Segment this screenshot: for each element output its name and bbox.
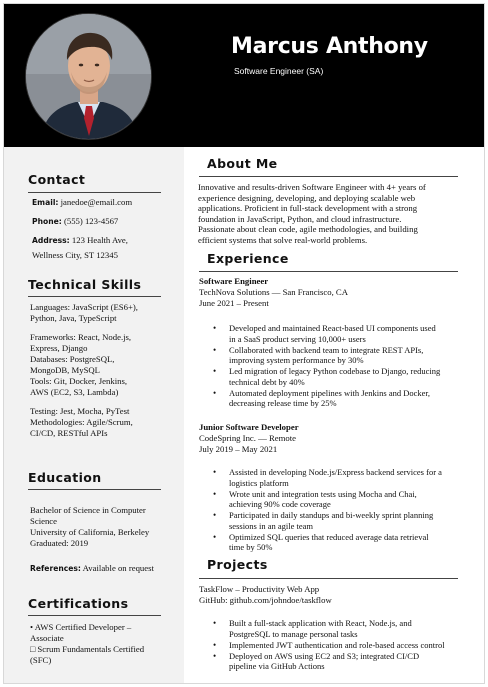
education-line: Bachelor of Science in Computer bbox=[30, 505, 146, 515]
job-bullet: • Automated deployment pipelines with Jenkins and Docker, decreasing release time by 25% bbox=[229, 388, 481, 409]
project-name: TaskFlow – Productivity Web App bbox=[199, 584, 320, 594]
job-role: Junior Software Developer bbox=[199, 422, 299, 432]
job-bullet: • Collaborated with backend team to integrate REST APIs, improving system performance by 30% bbox=[229, 345, 481, 366]
references-value: Available on request bbox=[82, 563, 154, 573]
job-bullet: • Led migration of legacy Python codebase to Django, reducing technical debt by 40% bbox=[229, 366, 481, 387]
certification-line: Associate bbox=[30, 633, 64, 643]
job-dates: June 2021 – Present bbox=[199, 298, 269, 309]
projects-heading: Projects bbox=[207, 557, 268, 572]
references-label: References: bbox=[30, 564, 81, 573]
skills-heading: Technical Skills bbox=[28, 277, 142, 292]
profile-photo bbox=[25, 13, 152, 140]
experience-divider bbox=[199, 271, 458, 272]
about-line: applications. Proficient in full-stack development with a strong bbox=[198, 203, 418, 214]
about-line: foundation in JavaScript, Python, and cloud infrastructure. bbox=[198, 213, 402, 224]
job-dates: July 2019 – May 2021 bbox=[199, 444, 278, 455]
education-divider bbox=[28, 489, 161, 490]
resume-page bbox=[3, 3, 485, 684]
phone-label: Phone: bbox=[32, 217, 62, 226]
experience-heading: Experience bbox=[207, 251, 289, 266]
main-content bbox=[184, 147, 485, 684]
certifications-list bbox=[30, 622, 144, 666]
project-bullet: • Built a full-stack application with React, Node.js, and PostgreSQL to manage personal tasks bbox=[229, 618, 481, 639]
about-heading: About Me bbox=[207, 156, 278, 171]
job-bullet: • Wrote unit and integration tests using Mocha and Chai, achieving 90% code coverage bbox=[229, 489, 481, 510]
education-heading: Education bbox=[28, 470, 102, 485]
certification-line: (SFC) bbox=[30, 655, 52, 665]
contact-address bbox=[32, 233, 128, 262]
education-details bbox=[30, 505, 149, 549]
certifications-divider bbox=[28, 615, 161, 616]
job-bullets bbox=[229, 467, 481, 553]
job-company: TechNova Solutions — San Francisco, CA bbox=[199, 287, 348, 298]
skill-line: Frameworks: React, Node.js, bbox=[30, 332, 132, 342]
certification-line: • AWS Certified Developer – bbox=[30, 622, 132, 632]
skill-line: CI/CD, RESTful APIs bbox=[30, 428, 108, 438]
project-bullet: • Implemented JWT authentication and role-based access control bbox=[229, 640, 481, 651]
job-bullet: • Participated in daily standups and bi-weekly sprint planning sessions in an agile team bbox=[229, 510, 481, 531]
project-github-link[interactable]: GitHub: github.com/johndoe/taskflow bbox=[199, 595, 332, 606]
education-line: Science bbox=[30, 516, 58, 526]
email-value: janedoe@email.com bbox=[60, 197, 133, 207]
contact-phone bbox=[32, 216, 118, 227]
contact-email bbox=[32, 197, 132, 208]
education-line: Graduated: 2019 bbox=[30, 538, 89, 548]
about-line: Passionate about clean code, agile methodologies, and building bbox=[198, 224, 418, 235]
job-header bbox=[199, 422, 299, 456]
job-bullet: • Optimized SQL queries that reduced average data retrieval time by 50% bbox=[229, 532, 481, 553]
candidate-name: Marcus Anthony bbox=[231, 34, 428, 59]
candidate-job-title: Software Engineer (SA) bbox=[234, 66, 324, 76]
skill-line: Languages: JavaScript (ES6+), bbox=[30, 302, 138, 312]
job-company: CodeSpring Inc. — Remote bbox=[199, 433, 296, 444]
profile-photo-illustration bbox=[26, 14, 152, 140]
project-header bbox=[199, 584, 332, 607]
address-line-2: Wellness City, ST 12345 bbox=[32, 250, 118, 260]
job-role: Software Engineer bbox=[199, 276, 269, 286]
job-bullets bbox=[229, 323, 481, 409]
contact-divider bbox=[28, 192, 161, 193]
skills-divider bbox=[28, 296, 161, 297]
projects-divider bbox=[199, 578, 458, 579]
certifications-heading: Certifications bbox=[28, 596, 129, 611]
certification-line: □ Scrum Fundamentals Certified bbox=[30, 644, 145, 654]
email-label: Email: bbox=[32, 198, 59, 207]
contact-heading: Contact bbox=[28, 172, 86, 187]
about-text bbox=[198, 182, 426, 246]
skill-line: Testing: Jest, Mocha, PyTest bbox=[30, 406, 130, 416]
address-line-1: 123 Health Ave, bbox=[71, 235, 128, 245]
education-line: University of California, Berkeley bbox=[30, 527, 150, 537]
project-bullets bbox=[229, 618, 481, 672]
skill-line: Tools: Git, Docker, Jenkins, bbox=[30, 376, 128, 386]
skill-line: Python, Java, TypeScript bbox=[30, 313, 117, 323]
resume-header bbox=[4, 4, 485, 147]
skill-line: Databases: PostgreSQL, bbox=[30, 354, 115, 364]
skills-list bbox=[30, 302, 138, 439]
sidebar bbox=[4, 147, 184, 684]
about-line: experience designing, developing, and deploying scalable web bbox=[198, 192, 416, 203]
skill-line: MongoDB, MySQL bbox=[30, 365, 100, 375]
about-divider bbox=[199, 176, 458, 177]
project-bullet: • Deployed on AWS using EC2 and S3; integrated CI/CD pipeline via GitHub Actions bbox=[229, 651, 481, 672]
job-bullet: • Developed and maintained React-based UI components used in a SaaS product serving 10,000+ users bbox=[229, 323, 481, 344]
skill-line: AWS (EC2, S3, Lambda) bbox=[30, 387, 119, 397]
address-label: Address: bbox=[32, 236, 70, 245]
job-bullet: • Assisted in developing Node.js/Express backend services for a logistics platform bbox=[229, 467, 481, 488]
about-line: efficient systems that solve real-world problems. bbox=[198, 234, 368, 245]
skill-line: Express, Django bbox=[30, 343, 88, 353]
references bbox=[30, 563, 154, 574]
about-line: Innovative and results-driven Software Engineer with 4+ years of bbox=[198, 182, 426, 192]
job-header bbox=[199, 276, 348, 310]
phone-value: (555) 123-4567 bbox=[63, 216, 119, 226]
skill-line: Methodologies: Agile/Scrum, bbox=[30, 417, 133, 427]
